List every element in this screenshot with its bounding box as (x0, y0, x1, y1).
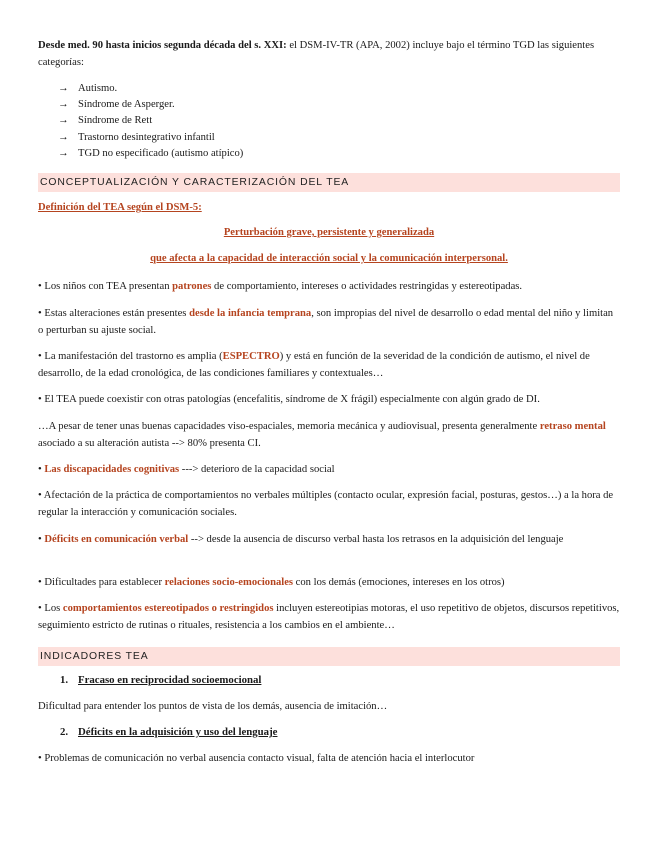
bullet-estereotipados: • Los comportamientos estereotipados o restringidos incluyen estereotipias motoras, el uso repetitivo de objetos, discursos repetitivos, seguimiento estricto de rutinas o rituales, resistencia a los cambios en el ambiente… (38, 603, 620, 631)
bullet-patrones: • Los niños con TEA presentan patrones de comportamiento, intereses o actividades restringidas y estereotipadas. (38, 281, 523, 292)
arrow-icon: → (58, 131, 69, 143)
list-item: → Síndrome de Rett (58, 113, 243, 129)
section-header-conceptualizacion: CONCEPTUALIZACIÓN Y CARACTERIZACIÓN DEL TEA (38, 173, 620, 192)
arrow-icon: → (58, 83, 69, 94)
bullet-socioemocionales: • Dificultades para establecer relaciones socio-emocionales con los demás (emociones, intereses en los otros) (38, 577, 505, 588)
intro-paragraph (38, 37, 620, 71)
indicator-1-text: Dificultad para entender los puntos de vista de los demás, ausencia de imitación… (38, 701, 388, 712)
section-header-indicadores: INDICADORES TEA (38, 647, 620, 666)
bullet-discapacidades: • Las discapacidades cognitivas ---> deterioro de la capacidad social (38, 464, 335, 475)
list-item: → TGD no especificado (autismo atípico) (58, 146, 243, 162)
list-item: → Autismo. (58, 81, 243, 97)
arrow-icon: → (58, 147, 69, 159)
list-item: → Síndrome de Asperger. (58, 97, 243, 113)
bullet-retraso: …A pesar de tener unas buenas capacidades viso-espaciales, memoria mecánica y audiovisual, presenta generalmente retraso mental asociado a su alteración autista --> 80% presenta CI. (38, 421, 606, 449)
arrow-icon: → (58, 115, 69, 127)
definition-line-1: Perturbación grave, persistente y generalizada (223, 227, 435, 238)
indicator-2-heading: 2. Déficits en la adquisición y uso del lenguaje (60, 726, 278, 738)
category-list (58, 81, 243, 162)
bullet-espectro: • La manifestación del trastorno es amplia (ESPECTRO) y está en función de la severidad de la condición de autismo, el nivel de desarrollo, de la edad cronológica, de las condiciones familiares y contextuales… (38, 351, 590, 379)
bullet-coexistir: • El TEA puede coexistir con otras patologías (encefalitis, síndrome de X frágil) especialmente con algún grado de DI. (38, 394, 540, 405)
intro-bold: Desde med. 90 hasta inicios segunda década del s. XXI: (38, 40, 287, 51)
bullet-infancia: • Estas alteraciones están presentes desde la infancia temprana, son impropias del nivel de desarrollo o edad mental del niño y limitan o perturban su ajuste social. (38, 308, 614, 336)
list-item: → Trastorno desintegrativo infantil (58, 130, 243, 146)
definition-line-2: que afecta a la capacidad de interacción social y la comunicación interpersonal. (150, 253, 508, 264)
indicator-1-heading: 1. Fracaso en reciprocidad socioemocional (60, 674, 262, 686)
bullet-no-verbales: • Afectación de la práctica de comportamientos no verbales múltiples (contacto ocular, expresión facial, posturas, gestos…) a la hora de regular la interacción y comunicación sociales. (38, 490, 614, 518)
indicator-2-text: • Problemas de comunicación no verbal ausencia contacto visual, falta de atención hacia el interlocutor (38, 753, 475, 764)
arrow-icon: → (58, 99, 69, 111)
definition-heading: Definición del TEA según el DSM-5: (38, 202, 202, 213)
intro-text: el DSM-IV-TR (APA, 2002) incluye bajo el término TGD las siguientes categorías: (38, 40, 595, 68)
bullet-verbal: • Déficits en comunicación verbal --> desde la ausencia de discurso verbal hasta los retrasos en la adquisición del lenguaje (38, 534, 564, 545)
